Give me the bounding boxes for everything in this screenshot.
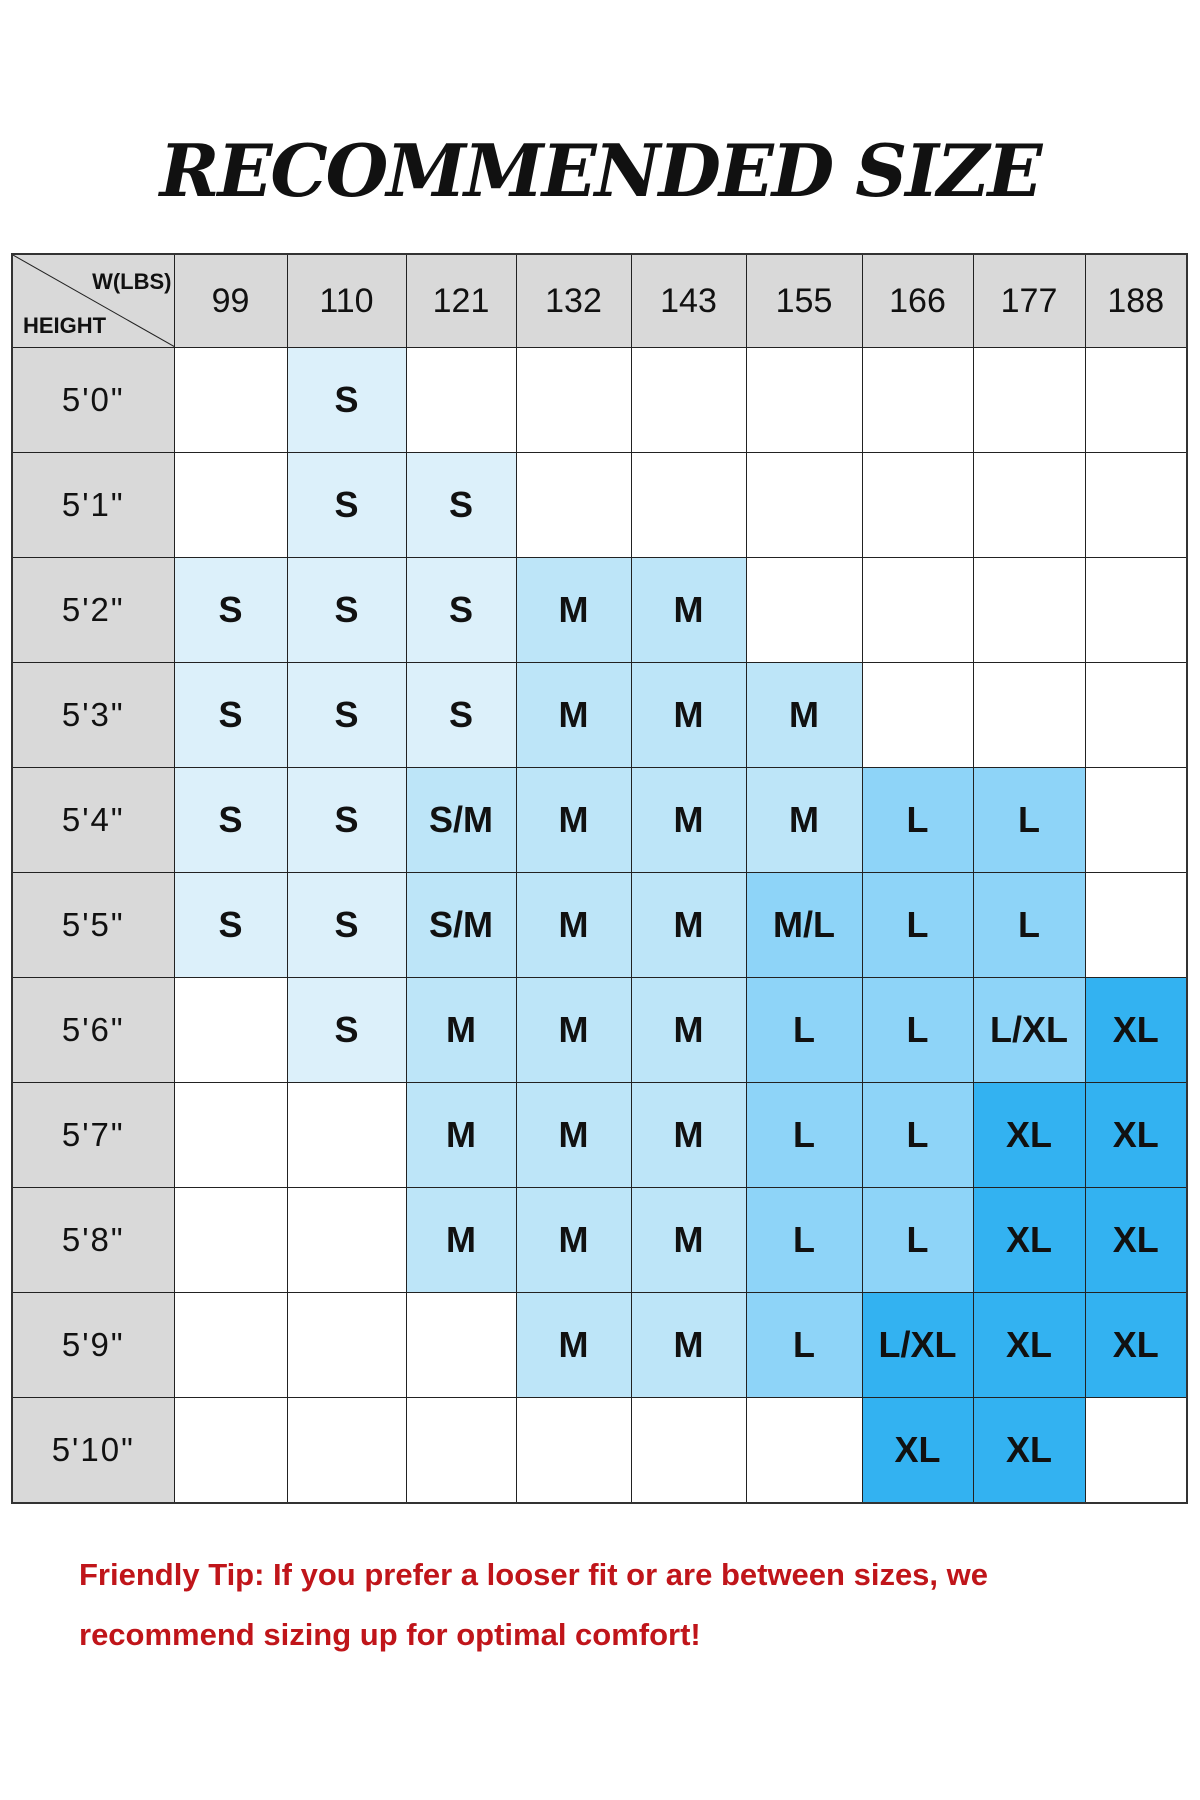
- size-cell: [1085, 1398, 1187, 1504]
- size-cell: [287, 1398, 406, 1504]
- height-header: 5'8": [12, 1188, 174, 1293]
- corner-cell: [12, 254, 174, 348]
- size-cell: [746, 1398, 862, 1504]
- size-cell: S/M: [406, 768, 516, 873]
- size-cell: [516, 453, 631, 558]
- table-row: [12, 1083, 1187, 1188]
- size-cell: [287, 1083, 406, 1188]
- height-header: 5'5": [12, 873, 174, 978]
- size-cell: L: [862, 1083, 973, 1188]
- size-cell: M: [631, 768, 746, 873]
- size-cell: M: [516, 978, 631, 1083]
- size-cell: [406, 1293, 516, 1398]
- size-cell: M: [406, 978, 516, 1083]
- size-cell: S: [174, 558, 287, 663]
- size-cell: [746, 558, 862, 663]
- size-cell: M: [516, 1188, 631, 1293]
- size-cell: [1085, 768, 1187, 873]
- size-cell: [174, 348, 287, 453]
- weight-header-177: 177: [973, 254, 1085, 348]
- height-header: 5'0": [12, 348, 174, 453]
- size-cell: S: [287, 768, 406, 873]
- friendly-tip: Friendly Tip: If you prefer a looser fit or are between sizes, we recommend sizing up for optimal comfort!: [79, 1557, 989, 1652]
- table-row: [12, 663, 1187, 768]
- weight-header-110: 110: [287, 254, 406, 348]
- size-cell: S: [174, 768, 287, 873]
- height-header: 5'3": [12, 663, 174, 768]
- table-row: [12, 1188, 1187, 1293]
- size-cell: [862, 453, 973, 558]
- size-cell: XL: [973, 1188, 1085, 1293]
- weight-header-166: 166: [862, 254, 973, 348]
- size-cell: M: [516, 1293, 631, 1398]
- size-cell: [174, 453, 287, 558]
- table-row: [12, 1293, 1187, 1398]
- size-cell: XL: [1085, 1083, 1187, 1188]
- size-cell: S: [287, 453, 406, 558]
- size-cell: L: [862, 873, 973, 978]
- size-cell: S: [287, 873, 406, 978]
- size-cell: L: [862, 768, 973, 873]
- size-cell: [1085, 348, 1187, 453]
- size-cell: [973, 348, 1085, 453]
- size-cell: M: [516, 663, 631, 768]
- size-cell: [1085, 453, 1187, 558]
- size-cell: [174, 1188, 287, 1293]
- size-cell: [1085, 663, 1187, 768]
- size-cell: L: [862, 978, 973, 1083]
- size-cell: M: [406, 1188, 516, 1293]
- table-row: [12, 1398, 1187, 1504]
- size-cell: M: [631, 1083, 746, 1188]
- size-cell: M: [631, 873, 746, 978]
- size-cell: [746, 453, 862, 558]
- size-cell: L: [862, 1188, 973, 1293]
- size-cell: S: [406, 453, 516, 558]
- size-cell: L: [973, 768, 1085, 873]
- table-row: [12, 558, 1187, 663]
- size-cell: M: [631, 663, 746, 768]
- weight-header-155: 155: [746, 254, 862, 348]
- size-cell: S: [287, 558, 406, 663]
- height-header: 5'4": [12, 768, 174, 873]
- size-cell: L: [746, 1188, 862, 1293]
- size-cell: M: [746, 663, 862, 768]
- size-cell: [406, 348, 516, 453]
- size-cell: S/M: [406, 873, 516, 978]
- size-cell: M: [746, 768, 862, 873]
- height-header: 5'7": [12, 1083, 174, 1188]
- size-cell: S: [287, 978, 406, 1083]
- size-cell: [973, 663, 1085, 768]
- size-cell: L: [746, 978, 862, 1083]
- size-cell: L: [746, 1293, 862, 1398]
- weight-header-121: 121: [406, 254, 516, 348]
- size-cell: S: [406, 558, 516, 663]
- size-cell: L/XL: [862, 1293, 973, 1398]
- size-chart-table: [11, 253, 1188, 1504]
- size-cell: [631, 348, 746, 453]
- height-header: 5'6": [12, 978, 174, 1083]
- size-cell: XL: [1085, 978, 1187, 1083]
- size-cell: XL: [1085, 1293, 1187, 1398]
- size-cell: S: [287, 348, 406, 453]
- size-cell: XL: [973, 1293, 1085, 1398]
- size-cell: M: [406, 1083, 516, 1188]
- table-row: [12, 873, 1187, 978]
- size-cell: XL: [862, 1398, 973, 1504]
- size-cell: [287, 1293, 406, 1398]
- size-cell: M: [631, 1188, 746, 1293]
- height-header: 5'9": [12, 1293, 174, 1398]
- table-row: [12, 348, 1187, 453]
- size-cell: L: [973, 873, 1085, 978]
- size-cell: [862, 558, 973, 663]
- weight-header-188: 188: [1085, 254, 1187, 348]
- weight-header-99: 99: [174, 254, 287, 348]
- size-cell: [1085, 873, 1187, 978]
- size-cell: XL: [973, 1398, 1085, 1504]
- size-cell: [516, 348, 631, 453]
- size-cell: [1085, 558, 1187, 663]
- size-cell: M: [631, 1293, 746, 1398]
- size-cell: S: [174, 873, 287, 978]
- size-cell: [973, 558, 1085, 663]
- size-cell: [287, 1188, 406, 1293]
- size-cell: S: [287, 663, 406, 768]
- height-header: 5'2": [12, 558, 174, 663]
- size-cell: [406, 1398, 516, 1504]
- size-cell: [631, 1398, 746, 1504]
- size-cell: M: [631, 558, 746, 663]
- size-cell: [862, 663, 973, 768]
- size-cell: M: [516, 1083, 631, 1188]
- size-cell: [631, 453, 746, 558]
- header-row: [12, 254, 1187, 348]
- weight-axis-label: W(LBS): [92, 269, 172, 294]
- height-header: 5'1": [12, 453, 174, 558]
- size-cell: S: [406, 663, 516, 768]
- size-cell: XL: [973, 1083, 1085, 1188]
- table-row: [12, 453, 1187, 558]
- size-cell: M: [516, 558, 631, 663]
- size-cell: [973, 453, 1085, 558]
- size-cell: M: [516, 768, 631, 873]
- size-cell: M: [516, 873, 631, 978]
- height-axis-label: HEIGHT: [23, 313, 107, 338]
- size-cell: [746, 348, 862, 453]
- size-cell: [174, 1083, 287, 1188]
- size-cell: [174, 1398, 287, 1504]
- size-cell: [862, 348, 973, 453]
- weight-header-132: 132: [516, 254, 631, 348]
- page-title: RECOMMENDED SIZE: [159, 128, 1041, 213]
- size-cell: M: [631, 978, 746, 1083]
- size-cell: S: [174, 663, 287, 768]
- table-row: [12, 768, 1187, 873]
- size-cell: L/XL: [973, 978, 1085, 1083]
- size-cell: L: [746, 1083, 862, 1188]
- weight-header-143: 143: [631, 254, 746, 348]
- size-cell: [516, 1398, 631, 1504]
- size-cell: [174, 1293, 287, 1398]
- size-cell: [174, 978, 287, 1083]
- size-cell: XL: [1085, 1188, 1187, 1293]
- table-row: [12, 978, 1187, 1083]
- size-cell: M/L: [746, 873, 862, 978]
- height-header: 5'10": [12, 1398, 174, 1504]
